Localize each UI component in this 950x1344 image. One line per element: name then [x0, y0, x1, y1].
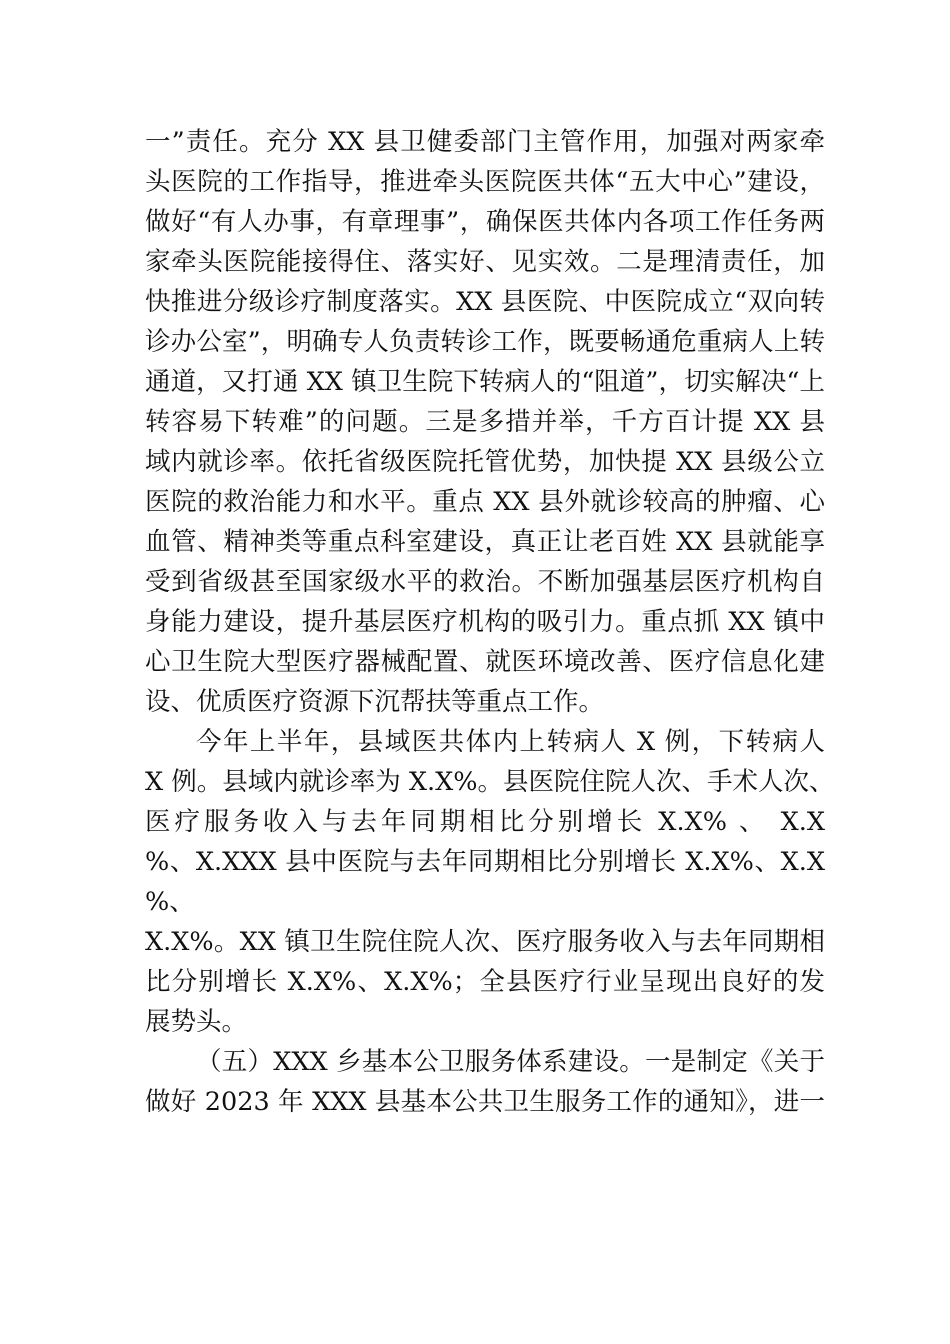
text-line: 血管、精神类等重点科室建设，真正让老百姓 XX 县就能享 [145, 527, 825, 557]
text-line: %、 [145, 887, 195, 917]
text-line: 头医院的工作指导，推进牵头医院医共体“五大中心”建设， [145, 167, 825, 197]
text-line: 一”责任。充分 XX 县卫健委部门主管作用，加强对两家牵 [145, 127, 825, 157]
text-line: 医院的救治能力和水平。重点 XX 县外就诊较高的肿瘤、心 [145, 487, 825, 517]
text-line: X 例。县域内就诊率为 X.X%。县医院住院人次、手术人次、 [145, 767, 835, 797]
paragraph-1 [145, 122, 825, 722]
text-line: 展势头。 [145, 1007, 248, 1037]
text-line: 家牵头医院能接得住、落实好、见实效。二是理清责任，加 [145, 247, 825, 277]
text-line: 身能力建设，提升基层医疗机构的吸引力。重点抓 XX 镇中 [145, 607, 825, 637]
document-body [145, 122, 835, 1122]
text-line: 诊办公室”，明确专人负责转诊工作，既要畅通危重病人上转 [145, 327, 825, 357]
paragraph-2 [145, 722, 835, 1042]
text-line: 比分别增长 X.X%、X.X%；全县医疗行业呈现出良好的发 [145, 967, 825, 997]
text-line: 做好 2023 年 XXX 县基本公共卫生服务工作的通知》，进一 [145, 1087, 825, 1117]
text-line: 转容易下转难”的问题。三是多措并举，千方百计提 XX 县 [145, 407, 825, 437]
text-line: 通道，又打通 XX 镇卫生院下转病人的“阻道”，切实解决“上 [145, 367, 825, 397]
text-line: 今年上半年，县域医共体内上转病人 X 例，下转病人 [196, 727, 825, 757]
text-line: 设、优质医疗资源下沉帮扶等重点工作。 [145, 687, 605, 717]
text-line: 医疗服务收入与去年同期相比分别增长 X.X% 、 X.X [145, 807, 825, 837]
text-line: （五）XXX 乡基本公卫服务体系建设。一是制定《关于 [196, 1047, 825, 1077]
text-line: 快推进分级诊疗制度落实。XX 县医院、中医院成立“双向转 [145, 287, 825, 317]
text-line: 域内就诊率。依托省级医院托管优势，加快提 XX 县级公立 [145, 447, 825, 477]
text-line: 心卫生院大型医疗器械配置、就医环境改善、医疗信息化建 [145, 647, 825, 677]
text-line: X.X%。XX 镇卫生院住院人次、医疗服务收入与去年同期相 [145, 927, 825, 957]
text-line: 受到省级甚至国家级水平的救治。不断加强基层医疗机构自 [145, 567, 825, 597]
text-line: 做好“有人办事，有章理事”，确保医共体内各项工作任务两 [145, 207, 825, 237]
text-line: %、X.XXX 县中医院与去年同期相比分别增长 X.X%、X.X [145, 847, 825, 877]
paragraph-3 [145, 1042, 825, 1122]
